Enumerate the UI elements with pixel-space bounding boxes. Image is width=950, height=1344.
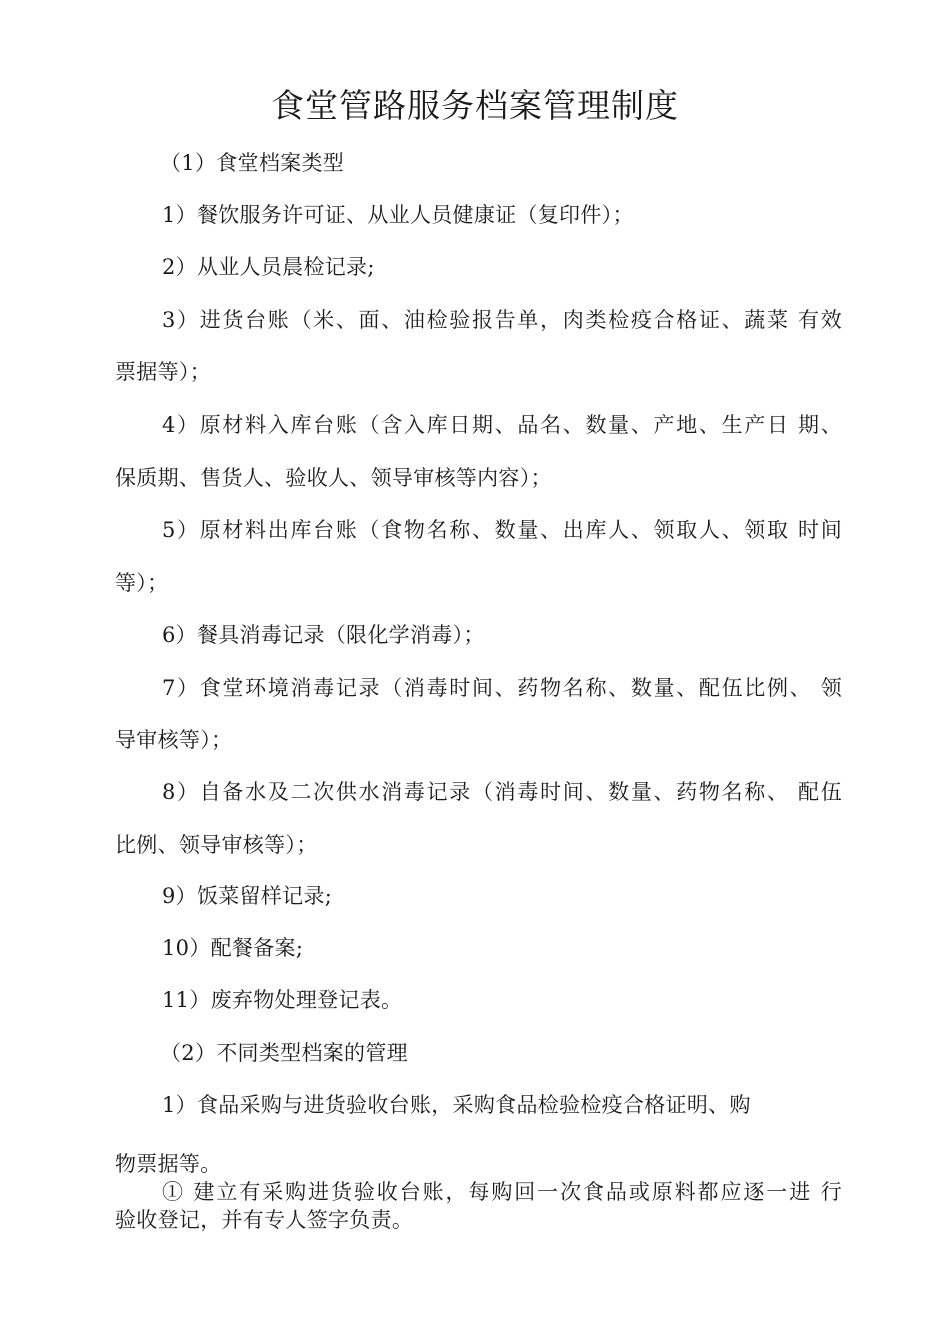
list-item: 11）废弃物处理登记表。 — [162, 988, 403, 1012]
list-item-continuation: 票据等）； — [115, 360, 211, 384]
document-title: 食堂管路服务档案管理制度 — [271, 86, 679, 125]
list-item-continuation: 导审核等）； — [115, 728, 233, 752]
list-item-continuation: 保质期、售货人、验收人、领导审核等内容）； — [115, 466, 552, 490]
list-item: 9）饭菜留样记录; — [162, 884, 333, 908]
list-item-continuation: 比例、领导审核等）； — [115, 833, 318, 857]
list-item: 8）自备水及二次供水消毒记录（消毒时间、数量、药物名称、 配伍 — [162, 780, 842, 804]
list-item: 10）配餐备案; — [162, 936, 304, 960]
list-item: 1）餐饮服务许可证、从业人员健康证（复印件）； — [162, 203, 634, 227]
list-item: 7）食堂环境消毒记录（消毒时间、药物名称、数量、配伍比例、 领 — [162, 676, 842, 700]
list-item-continuation: 等）； — [115, 571, 169, 595]
list-item: 3）进货台账（米、面、油检验报告单，肉类检疫合格证、蔬菜 有效 — [162, 308, 842, 332]
sub-item: ① 建立有采购进货验收台账，每购回一次食品或原料都应逐一进 行 — [162, 1180, 842, 1204]
list-item-continuation: 物票据等。 — [115, 1152, 222, 1176]
list-item: 4）原材料入库台账（含入库日期、品名、数量、产地、生产日 期、 — [162, 413, 842, 437]
list-item: 5）原材料出库台账（食物名称、数量、出库人、领取人、领取 时间 — [162, 518, 842, 542]
list-item: 1）食品采购与进货验收台账，采购食品检验检疫合格证明、购 — [162, 1093, 751, 1117]
section-heading-1: （1）食堂档案类型 — [160, 151, 345, 175]
list-item: 2）从业人员晨检记录; — [162, 255, 375, 279]
sub-item-continuation: 验收登记，并有专人签字负责。 — [115, 1208, 414, 1232]
section-heading-2: （2）不同类型档案的管理 — [160, 1041, 408, 1065]
list-item: 6）餐具消毒记录（限化学消毒）； — [162, 623, 485, 647]
